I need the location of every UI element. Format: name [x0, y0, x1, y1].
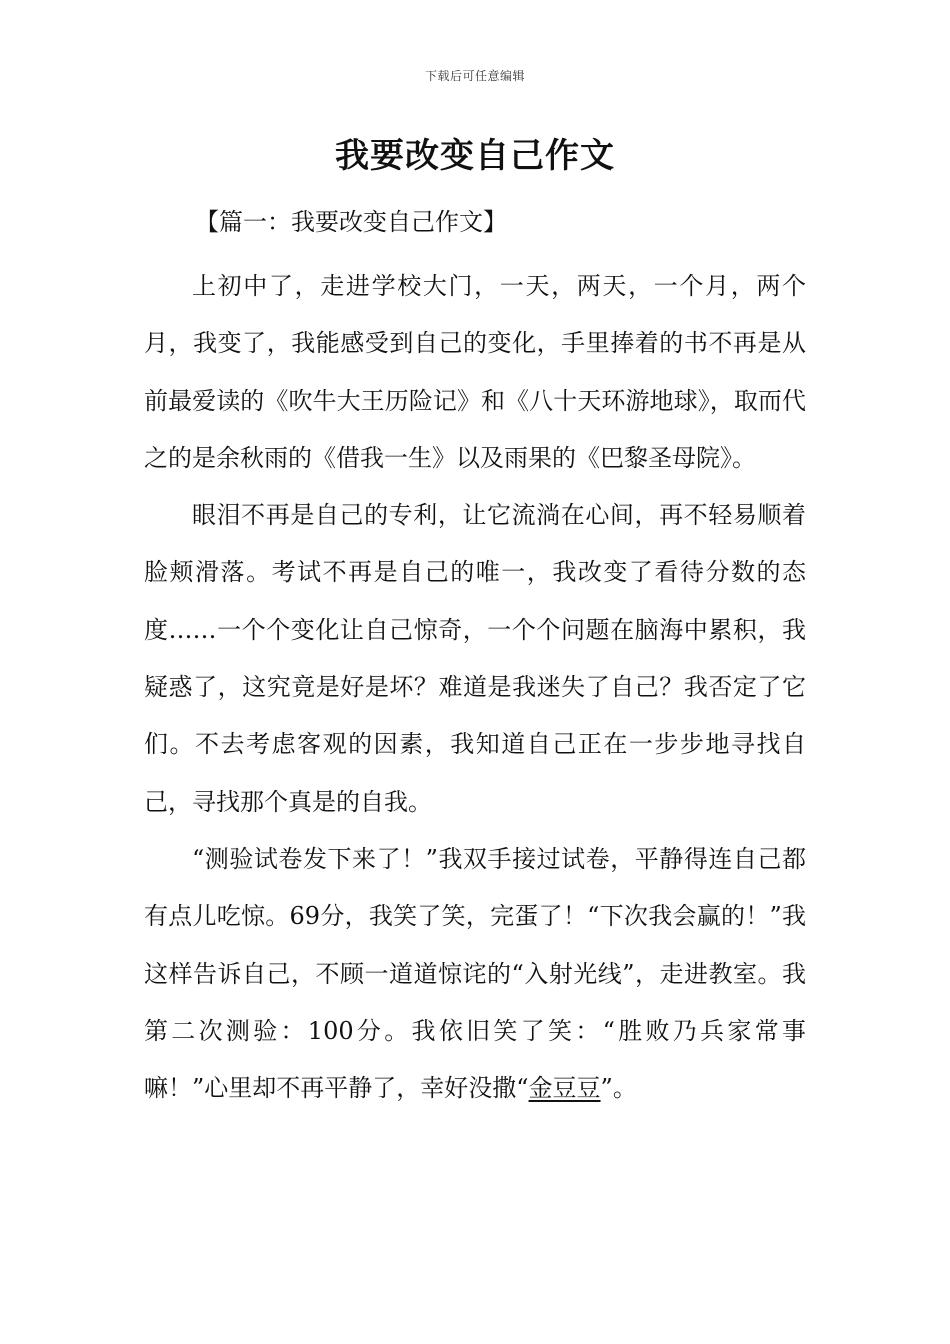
paragraph-3	[144, 831, 806, 1117]
paragraph-1: 上初中了，走进学校大门，一天，两天，一个月，两个月，我变了，我能感受到自己的变化，手里捧着的书不再是从前最爱读的《吹牛大王历险记》和《八十天环游地球》，取而代之的是余秋雨的《借我一生》以及雨果的《巴黎圣母院》。	[144, 272, 806, 472]
paragraph-3-text-before: “测验试卷发下来了！”我双手接过试卷，平静得连自己都有点儿吃惊。69分，我笑了笑，完蛋了！“下次我会赢的！”我这样告诉自己，不顾一道道惊诧的“入射光线”，走进教室。我第二次测验：100分。我依旧笑了笑：“胜败乃兵家常事嘛！”心里却不再平静了，幸好没撒“	[144, 844, 806, 1103]
paragraph-3-text-after: ”。	[600, 1074, 637, 1103]
body-text	[144, 258, 806, 1117]
paragraph-3-underlined-phrase: 金豆豆	[528, 1074, 601, 1103]
document-title: 我要改变自己作文	[335, 136, 615, 176]
section-heading: 【篇一：我要改变自己作文】	[195, 208, 507, 236]
paragraph-2: 眼泪不再是自己的专利，让它流淌在心间，再不轻易顺着脸颊滑落。考试不再是自己的唯一，我改变了看待分数的态度……一个个变化让自己惊奇，一个个问题在脑海中累积，我疑惑了，这究竟是好是坏？难道是我迷失了自己？我否定了它们。不去考虑客观的因素，我知道自己正在一步步地寻找自己，寻找那个真是的自我。	[144, 501, 806, 816]
header-note: 下载后可任意编辑	[424, 69, 525, 83]
